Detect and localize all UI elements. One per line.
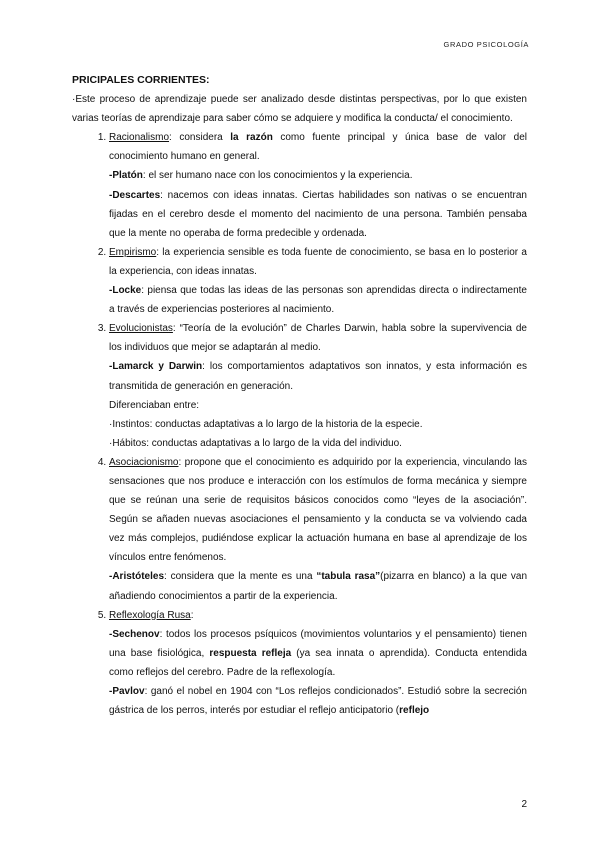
sub-sechenov: -Sechenov: todos los procesos psíquicos (movimientos voluntarios y el pensamiento) tienen una base fisiológica, respuesta refleja (ya sea innata o aprendida). Conducta entendida como reflejos del cerebro. Padre de la reflexología.: [109, 628, 527, 678]
section-title: PRICIPALES CORRIENTES:: [72, 74, 210, 86]
term-empirismo: Empirismo: [109, 246, 157, 258]
term-racionalismo: Racionalismo: [109, 132, 170, 144]
page-header: GRADO PSICOLOGÍA: [443, 40, 529, 49]
sub-platon: -Platón: el ser humano nace con los conocimientos y la experiencia.: [109, 170, 413, 182]
sub-lamarck-darwin: -Lamarck y Darwin: los comportamientos adaptativos son innatos, y esta información es transmitida de generación en generación.: [109, 361, 527, 392]
page-number: 2: [521, 799, 527, 810]
habitos-line: ·Hábitos: conductas adaptativas a lo largo de la vida del individuo.: [109, 437, 402, 449]
list-item-reflexologia: 5. Reflexología Rusa: -Sechenov: todos los procesos psíquicos (movimientos voluntarios y el pensamiento) tienen una base fisiológica, respuesta refleja (ya sea innata o aprendida). Conducta entendida como reflejos del cerebro. Padre de la reflexología. -Pavlov: ganó el nobel en 1904 con “Los reflejos condicionados”. Estudió sobre la secreción gástrica de los perros, interés por estudiar el reflejo anticipatorio (reflejo: [109, 606, 527, 721]
sub-locke: -Locke: piensa que todas las ideas de las personas son aprendidas directa o indirectamente a través de experiencias posteriores al nacimiento.: [109, 285, 527, 316]
list-item-empirismo: 2. Empirismo: la experiencia sensible es toda fuente de conocimiento, se basa en lo posterior a la experiencia, con ideas innatas. -Locke: piensa que todas las ideas de las personas son aprendidas directa o indirectamente a través de experiencias posteriores al nacimiento.: [109, 243, 527, 319]
list-item-evolucionistas: 3. Evolucionistas: “Teoría de la evolución” de Charles Darwin, habla sobre la supervivencia de los individuos que mejor se adaptarán al medio. -Lamarck y Darwin: los comportamientos adaptativos son innatos, y esta información es transmitida de generación en generación. Diferenciaban entre: ·Instintos: conductas adaptativas a lo largo de la historia de la especie. ·Hábitos: conductas adaptativas a lo largo de la vida del individuo.: [109, 319, 527, 453]
emphasis-razon: la razón: [230, 132, 273, 144]
term-reflexologia: Reflexología Rusa: [109, 609, 191, 621]
list-item-racionalismo: 1. Racionalismo: considera la razón como fuente principal y única base de valor del conocimiento humano en general. -Platón: el ser humano nace con los conocimientos y la experiencia. -Descartes: nacemos con ideas innatas. Ciertas habilidades son nativas o se encuentran fijadas en el cerebro desde el momento del nacimiento de una persona. También pensaba que la mente no operaba de forma predecible y ordenada.: [109, 128, 527, 243]
sub-aristoteles: -Aristóteles: considera que la mente es una “tabula rasa”(pizarra en blanco) a la que van añadiendo conocimientos a partir de la experiencia.: [109, 571, 527, 602]
document-body: [72, 71, 527, 720]
list-item-asociacionismo: 4. Asociacionismo: propone que el conocimiento es adquirido por la experiencia, vinculando las sensaciones que nos produce e interacción con los estímulos de forma mecánica y siempre que se reúnan una serie de requisitos básicos conocidos como “leyes de la asociación”. Según se añaden nuevas asociaciones el pensamiento y la conducta se va volviendo cada vez más complejos, pudiéndose explicar la actuación humana en base al aprendizaje de los vínculos entre fenómenos. -Aristóteles: considera que la mente es una “tabula rasa”(pizarra en blanco) a la que van añadiendo conocimientos a partir de la experiencia.: [109, 453, 527, 606]
sub-pavlov: -Pavlov: ganó el nobel en 1904 con “Los reflejos condicionados”. Estudió sobre la secreción gástrica de los perros, interés por estudiar el reflejo anticipatorio (reflejo: [109, 686, 527, 717]
instintos-line: ·Instintos: conductas adaptativas a lo largo de la historia de la especie.: [109, 418, 423, 430]
term-evolucionistas: Evolucionistas: [109, 323, 173, 335]
currents-list: [72, 128, 527, 720]
diferenciaban-line: Diferenciaban entre:: [109, 399, 200, 411]
sub-descartes: -Descartes: nacemos con ideas innatas. Ciertas habilidades son nativas o se encuentran fijadas en el cerebro desde el momento del nacimiento de una persona. También pensaba que la mente no operaba de forma predecible y ordenada.: [109, 189, 527, 239]
intro-paragraph: ·Este proceso de aprendizaje puede ser analizado desde distintas perspectivas, por lo que existen varias teorías de aprendizaje para saber cómo se adquiere y modifica la conducta/ el conocimiento.: [72, 94, 527, 125]
term-asociacionismo: Asociacionismo: [109, 456, 179, 468]
